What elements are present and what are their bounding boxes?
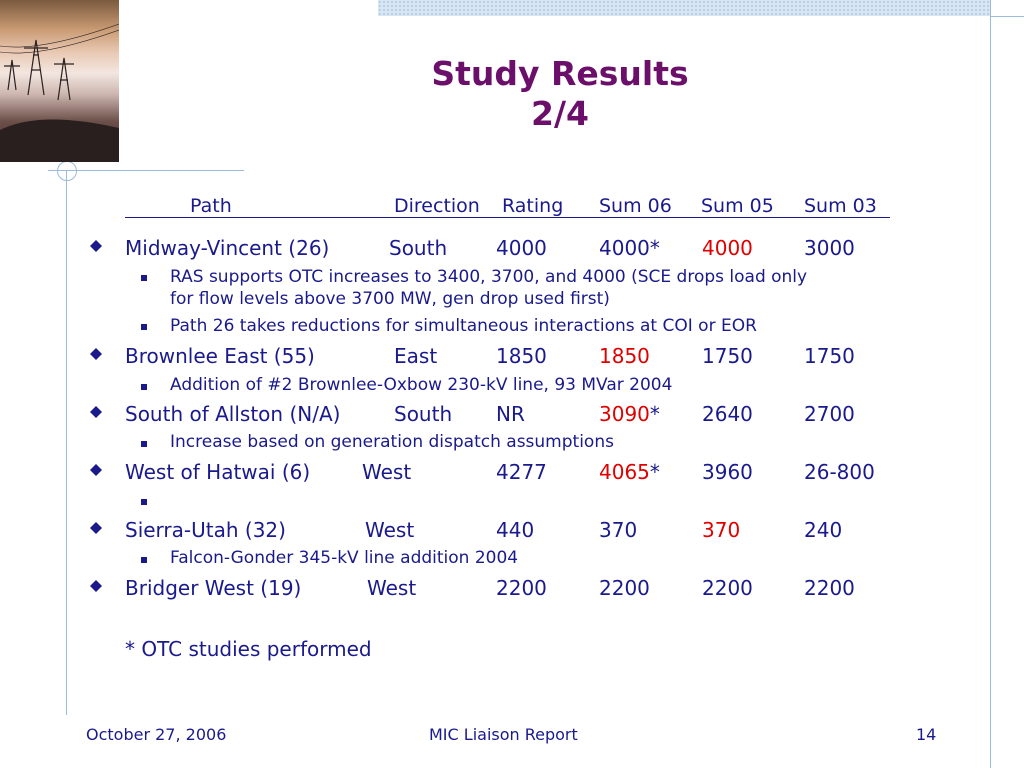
header-path: Path: [190, 195, 232, 217]
row-path: Bridger West (19): [125, 576, 302, 600]
row-sum03: 26-800: [804, 460, 875, 484]
header-rating: Rating: [502, 195, 564, 217]
row-sum05: 4000: [702, 236, 753, 260]
title-line-1: Study Results: [431, 54, 689, 93]
row-sum06-value: 3090: [599, 402, 650, 426]
note-text: RAS supports OTC increases to 3400, 3700, and 4000 (SCE drops load only: [170, 267, 808, 287]
row-sum05: 2640: [702, 402, 753, 426]
row-rating: NR: [496, 402, 525, 426]
row-sum05: 370: [702, 518, 741, 542]
row-sum03: 3000: [804, 236, 855, 260]
top-pattern-bar: [378, 0, 990, 16]
row-path: West of Hatwai (6): [125, 460, 311, 484]
right-horizontal-rule: [990, 16, 1024, 17]
decorative-circle: [57, 161, 77, 181]
otc-star: *: [649, 460, 660, 484]
square-bullet-icon: [141, 324, 147, 330]
note-text: Addition of #2 Brownlee-Oxbow 230-kV line, 93 MVar 2004: [170, 375, 673, 395]
footer-title: MIC Liaison Report: [429, 725, 578, 744]
row-sum06: 4000*: [599, 236, 660, 260]
row-sum05: 2200: [702, 576, 753, 600]
row-rating: 4000: [496, 236, 547, 260]
row-direction: South: [394, 402, 453, 426]
row-direction: South: [389, 236, 448, 260]
row-sum05: 3960: [702, 460, 753, 484]
row-sum03: 240: [804, 518, 843, 542]
title-line-2: 2/4: [531, 94, 589, 133]
note-text: Increase based on generation dispatch assumptions: [170, 432, 614, 452]
row-rating: 1850: [496, 344, 547, 368]
left-vertical-rule: [66, 170, 67, 715]
note-text: Path 26 takes reductions for simultaneous interactions at COI or EOR: [170, 316, 757, 336]
row-sum03: 2200: [804, 576, 855, 600]
diamond-bullet-icon: [90, 580, 102, 592]
row-path: Sierra-Utah (32): [125, 518, 286, 542]
square-bullet-icon: [141, 499, 147, 505]
header-sum03: Sum 03: [804, 195, 877, 217]
row-direction: East: [394, 344, 438, 368]
otc-star: *: [649, 402, 660, 426]
footer-date: October 27, 2006: [86, 725, 227, 744]
footer-page-number: 14: [916, 725, 937, 744]
row-direction: West: [362, 460, 412, 484]
row-rating: 440: [496, 518, 535, 542]
left-horizontal-rule: [48, 170, 244, 171]
square-bullet-icon: [141, 275, 147, 281]
right-vertical-rule: [990, 0, 991, 768]
row-sum06: 2200: [599, 576, 650, 600]
note-text: Falcon-Gonder 345-kV line addition 2004: [170, 548, 519, 568]
square-bullet-icon: [141, 557, 147, 563]
row-direction: West: [367, 576, 417, 600]
header-direction: Direction: [394, 195, 480, 217]
header-underline: [125, 217, 890, 218]
row-sum03: 1750: [804, 344, 855, 368]
row-path: Midway-Vincent (26): [125, 236, 330, 260]
square-bullet-icon: [141, 441, 147, 447]
row-sum06: 370: [599, 518, 638, 542]
diamond-bullet-icon: [90, 240, 102, 252]
header-sum05: Sum 05: [701, 195, 774, 217]
row-rating: 2200: [496, 576, 547, 600]
row-direction: West: [365, 518, 415, 542]
row-sum05: 1750: [702, 344, 753, 368]
diamond-bullet-icon: [90, 522, 102, 534]
row-sum06: [599, 402, 660, 426]
row-path: South of Allston (N/A): [125, 402, 341, 426]
diamond-bullet-icon: [90, 348, 102, 360]
footnote: * OTC studies performed: [125, 637, 372, 661]
note-text: for flow levels above 3700 MW, gen drop used first): [170, 289, 610, 309]
row-rating: 4277: [496, 460, 547, 484]
header-sum06: Sum 06: [599, 195, 672, 217]
diamond-bullet-icon: [90, 464, 102, 476]
row-sum06: 1850: [599, 344, 650, 368]
row-sum03: 2700: [804, 402, 855, 426]
row-path: Brownlee East (55): [125, 344, 315, 368]
power-lines-photo: [0, 0, 119, 162]
row-sum06: [599, 460, 660, 484]
row-sum06-value: 4065: [599, 460, 650, 484]
square-bullet-icon: [141, 384, 147, 390]
slide-title: [300, 54, 820, 134]
diamond-bullet-icon: [90, 406, 102, 418]
